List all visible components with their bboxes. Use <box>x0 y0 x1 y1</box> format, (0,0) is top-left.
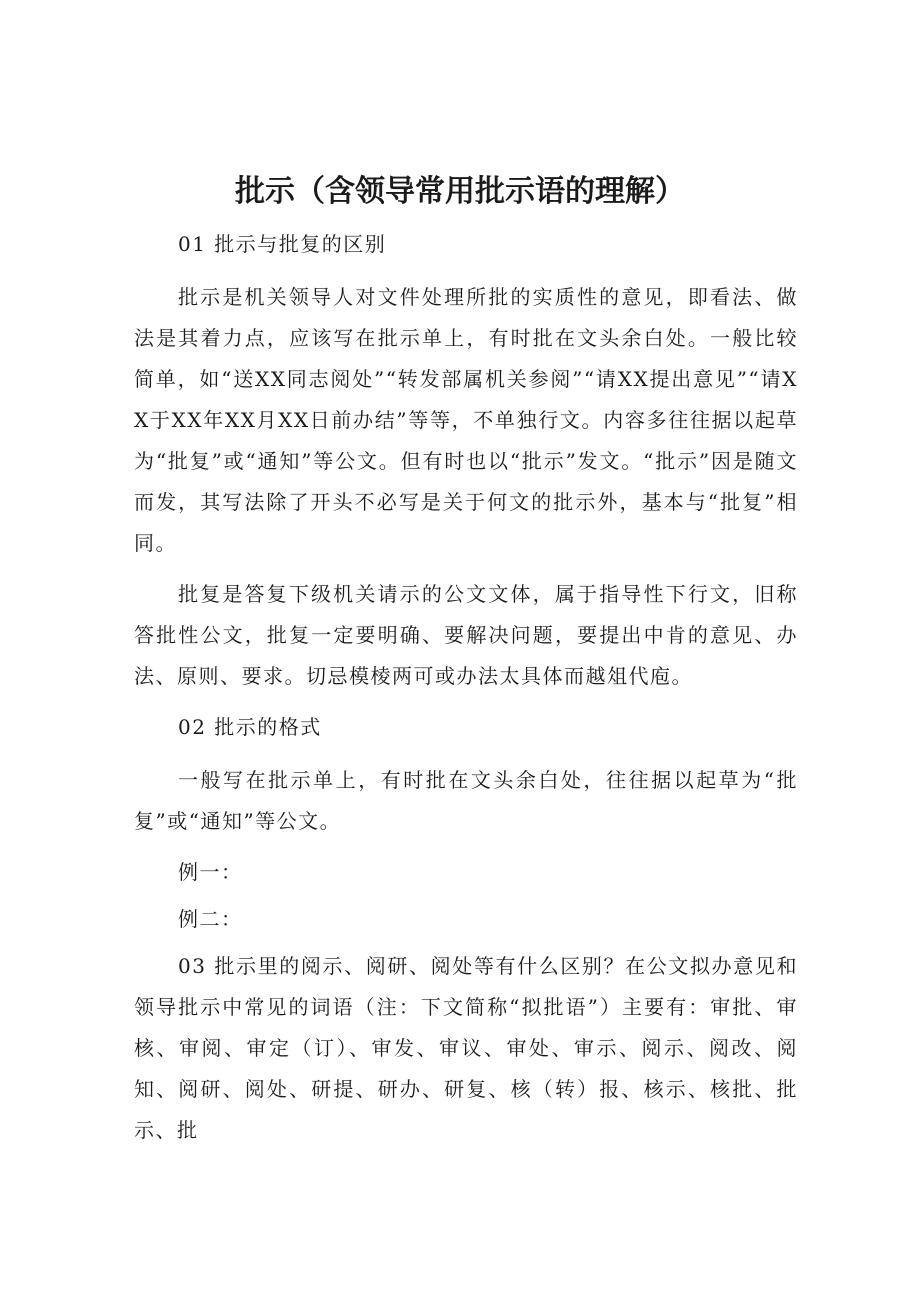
example-label-1: 例一： <box>178 860 243 884</box>
document-body <box>134 224 798 1161</box>
body-paragraph: 批示是机关领导人对文件处理所批的实质性的意见，即看法、做法是其着力点，应该写在批示单上，有时批在文头余白处。一般比较简单，如“送XX同志阅处”“转发部属机关参阅”“请XX提出意见”“请XX于XX年XX月XX日前办结”等等，不单独行文。内容多往往据以起草为“批复”或“通知”等公文。但有时也以“批示”发文。“批示”因是随文而发，其写法除了开头不必写是关于何文的批示外，基本与“批复”相同。 <box>134 285 798 555</box>
section-heading-02: 02 批示的格式 <box>178 715 322 739</box>
section-heading-01: 01 批示与批复的区别 <box>178 232 387 256</box>
example-label-2: 例二： <box>178 907 243 931</box>
body-paragraph: 批复是答复下级机关请示的公文文体，属于指导性下行文，旧称答批性公文，批复一定要明确、要解决问题，要提出中肯的意见、办法、原则、要求。切忌模棱两可或办法太具体而越俎代庖。 <box>134 582 798 688</box>
document-title: 批示（含领导常用批示语的理解） <box>235 174 685 209</box>
body-paragraph-03: 03 批示里的阅示、阅研、阅处等有什么区别？在公文拟办意见和领导批示中常见的词语（注：下文简称“拟批语”）主要有：审批、审核、审阅、审定（订）、审发、审议、审处、审示、阅示、阅改、阅知、阅研、阅处、研提、研办、研复、核（转）报、核示、核批、批示、批 <box>134 954 798 1142</box>
body-paragraph: 一般写在批示单上，有时批在文头余白处，往往据以起草为“批复”或“通知”等公文。 <box>134 768 798 833</box>
